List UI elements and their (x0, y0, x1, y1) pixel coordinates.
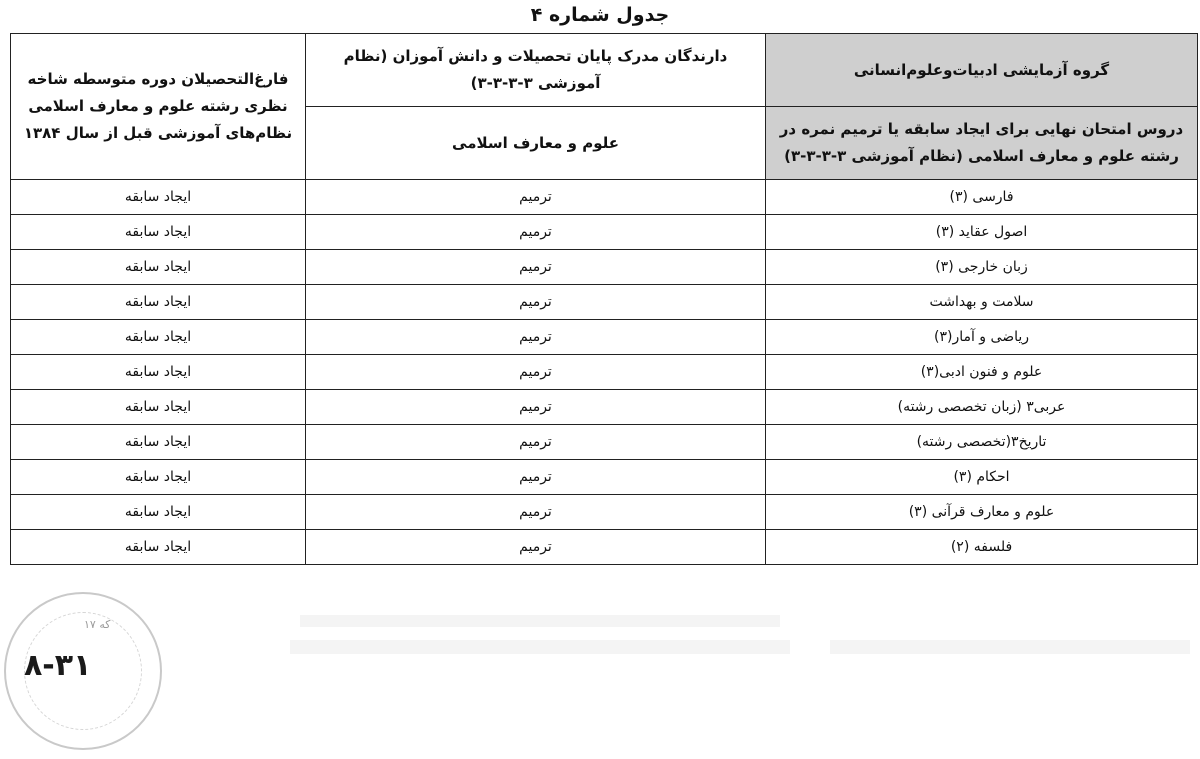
table-row (11, 215, 1198, 250)
mid-cell: ترمیم (306, 355, 766, 390)
left-cell: ایجاد سابقه (11, 180, 306, 215)
subject-cell: فارسی (۳) (766, 180, 1198, 215)
table-row (11, 390, 1198, 425)
left-cell: ایجاد سابقه (11, 495, 306, 530)
header-group: گروه آزمایشی ادبیات‌وعلوم‌انسانی (766, 34, 1198, 107)
mid-cell: ترمیم (306, 215, 766, 250)
table-row (11, 250, 1198, 285)
header-mid-sub: علوم و معارف اسلامی (306, 107, 766, 180)
table-row (11, 355, 1198, 390)
faded-background-text (830, 640, 1190, 654)
table-row (11, 460, 1198, 495)
subject-cell: علوم و معارف قرآنی (۳) (766, 495, 1198, 530)
left-cell: ایجاد سابقه (11, 460, 306, 495)
left-cell: ایجاد سابقه (11, 530, 306, 565)
mid-cell: ترمیم (306, 460, 766, 495)
table-row (11, 285, 1198, 320)
subject-cell: ریاضی و آمار(۳) (766, 320, 1198, 355)
mid-cell: ترمیم (306, 530, 766, 565)
subject-cell: زبان خارجی (۳) (766, 250, 1198, 285)
stamp-number: ۸-۳۱ (24, 648, 92, 683)
left-cell: ایجاد سابقه (11, 390, 306, 425)
mid-cell: ترمیم (306, 495, 766, 530)
faded-background-text (300, 615, 780, 627)
table-row (11, 495, 1198, 530)
table-title: جدول شماره ۴ (530, 4, 670, 26)
mid-cell: ترمیم (306, 320, 766, 355)
subject-cell: تاریخ۳(تخصصی رشته) (766, 425, 1198, 460)
table-row (11, 180, 1198, 215)
subject-cell: سلامت و بهداشت (766, 285, 1198, 320)
subject-cell: عربی۳ (زبان تخصصی رشته) (766, 390, 1198, 425)
subject-cell: اصول عقاید (۳) (766, 215, 1198, 250)
left-cell: ایجاد سابقه (11, 215, 306, 250)
table-row (11, 320, 1198, 355)
left-cell: ایجاد سابقه (11, 355, 306, 390)
official-stamp (4, 592, 162, 750)
mid-cell: ترمیم (306, 285, 766, 320)
left-cell: ایجاد سابقه (11, 250, 306, 285)
subject-cell: علوم و فنون ادبی(۳) (766, 355, 1198, 390)
left-cell: ایجاد سابقه (11, 285, 306, 320)
mid-cell: ترمیم (306, 180, 766, 215)
subject-cell: احکام (۳) (766, 460, 1198, 495)
mid-cell: ترمیم (306, 425, 766, 460)
stamp-small-text: که ۱۷ (84, 618, 111, 631)
table-row (11, 425, 1198, 460)
mid-cell: ترمیم (306, 390, 766, 425)
faded-background-text (290, 640, 790, 654)
header-group-sub: دروس امتحان نهایی برای ایجاد سابقه یا ترمیم نمره در رشته علوم و معارف اسلامی (نظام آموزشی ۳-۳-۳-۳) (766, 107, 1198, 180)
mid-cell: ترمیم (306, 250, 766, 285)
header-mid: دارندگان مدرک پایان تحصیلات و دانش آموزان (نظام آموزشی ۳-۳-۳-۳) (306, 34, 766, 107)
subject-cell: فلسفه (۲) (766, 530, 1198, 565)
header-left: فارغ‌التحصیلان دوره متوسطه شاخه نظری رشته علوم و معارف اسلامی نظام‌های آموزشی قبل از سال ۱۳۸۴ (11, 34, 306, 180)
left-cell: ایجاد سابقه (11, 425, 306, 460)
table-row (11, 530, 1198, 565)
left-cell: ایجاد سابقه (11, 320, 306, 355)
exam-table (10, 33, 1198, 565)
